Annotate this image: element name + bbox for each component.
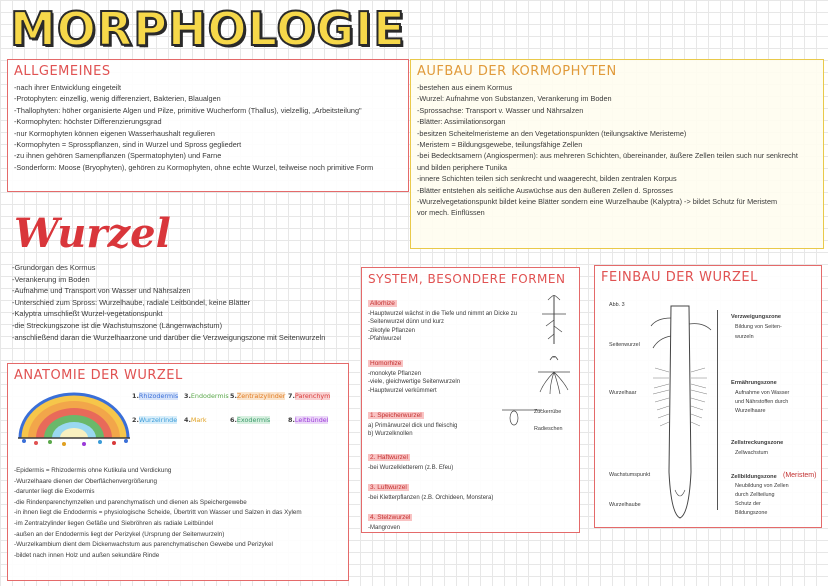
list-item: -Hauptwurzel wächst in die Tiefe und nimmt an Dicke zu <box>368 311 518 317</box>
left-label: Wurzelhaar <box>609 390 637 396</box>
aufbau-title: AUFBAU DER KORMOPHYTEN <box>417 64 617 79</box>
list-item: -Blätter entstehen als seitliche Auswüchse aus den äußeren Zellen d. Sprosses <box>417 185 673 195</box>
meristem-note: (Meristem) <box>783 472 817 479</box>
legend-item: 7.Parenchym <box>288 392 331 400</box>
zone-divider <box>717 310 718 510</box>
zone-text: Aufnahme von Wasser <box>735 390 790 396</box>
list-item: -nur Kormophyten können eigenen Wasserhaushalt regulieren <box>14 128 215 138</box>
list-item: -darunter liegt die Exodermis <box>14 488 95 496</box>
list-item: -Kalyptra umschließt Wurzel-vegetationspunkt <box>12 309 163 319</box>
list-item: -Meristem = Bildungsgewebe, teilungsfähige Zellen <box>417 140 583 150</box>
zone-text: Neubildung von Zellen <box>735 483 789 489</box>
list-item: -Blätter: Assimilationsorgan <box>417 117 506 127</box>
list-item: -innere Schichten teilen sich senkrecht und waagerecht, bilden zentralen Korpus <box>417 174 677 184</box>
system-group-luftwurzel <box>368 476 493 502</box>
legend-item: 4.Mark <box>184 416 207 424</box>
list-item: -die Rindenparenchymzellen und parenchymatisch und dienen als Speichergewebe <box>14 498 247 506</box>
group-label: Homorhize <box>370 360 402 367</box>
list-item: -Kormophyten = Sprosspflanzen, sind in Wurzel und Spross gegliedert <box>14 140 242 150</box>
list-item: -zikotyle Pflanzen <box>368 327 416 334</box>
list-item: -Wurzelvegetationspunkt bildet keine Blätter sondern eine Wurzelhaube (Kalyptra) -> bildet Schutz für Meristem <box>417 197 778 207</box>
feinbau-box <box>594 265 822 528</box>
legend-item: 5.Zentralzylinder <box>230 392 286 400</box>
allgemeines-list <box>14 82 402 173</box>
list-item: -Wurzelhaare dienen der Oberflächenvergrößerung <box>14 477 158 485</box>
legend-item: 3.Endodermis <box>184 392 229 400</box>
legend-item: 2.Wurzelrinde <box>132 416 178 424</box>
group-label: 3. Luftwurzel <box>370 484 407 491</box>
list-item: -Sonderform: Moose (Bryophyten), gehören zu Kormophyten, ohne echte Wurzel, teilweise noch primitive Form <box>14 162 374 172</box>
list-item: -Hauptwurzel verkümmert <box>368 387 437 394</box>
feinbau-title: FEINBAU DER WURZEL <box>601 270 758 285</box>
legend-item: 6.Exodermis <box>230 416 271 424</box>
side-label: Zuckerrübe <box>534 409 562 415</box>
zone-title: Zellstreckungszone <box>731 440 784 446</box>
list-item: und bilden periphere Tunika <box>417 162 508 172</box>
list-item: -Verankerung im Boden <box>12 274 90 284</box>
anatomie-list <box>14 466 302 561</box>
root-longitudinal-diagram <box>645 302 725 524</box>
figure-number: Abb. 3 <box>609 302 625 308</box>
list-item: -monokyte Pflanzen <box>368 371 422 377</box>
list-item: -Wurzelkambium dient dem Dickenwachstum aus parenchymatischen Gewebe und Perizykel <box>14 541 273 549</box>
system-group-haftwurzel <box>368 446 453 472</box>
list-item: -die Streckungszone ist die Wachstumszone (Längenwachstum) <box>12 320 223 330</box>
list-item: -Grundorgan des Kormus <box>12 263 96 272</box>
system-group-allorhize <box>368 292 517 344</box>
group-label: Allorhize <box>370 300 395 307</box>
list-item: -Mangroven <box>368 525 401 531</box>
page-title: MORPHOLOGIE <box>10 2 406 56</box>
aufbau-box <box>410 59 824 249</box>
anatomie-title: ANATOMIE DER WURZEL <box>14 368 183 383</box>
aufbau-list <box>417 82 817 219</box>
left-label: Seitenwurzel <box>609 342 640 348</box>
list-item: -bei Wurzelkletterern (z.B. Efeu) <box>368 465 454 471</box>
zone-title: Zellbildungszone <box>731 474 777 480</box>
side-label: Radieschen <box>534 426 563 432</box>
zone-title: Ermährungszone <box>731 380 777 386</box>
zone-text: Bildungszone <box>735 510 768 516</box>
zone-text: Schutz der <box>735 501 761 507</box>
system-box <box>361 267 580 533</box>
list-item: -Sprossachse: Transport v. Wasser und Nährsalzen <box>417 105 584 115</box>
group-label: 2. Haftwurzel <box>370 454 408 461</box>
list-item: -außen an der Endodermis liegt der Perizykel (Ursprung der Seitenwurzeln) <box>14 530 225 538</box>
list-item: -anschließend daran die Wurzelhaarzone und darüber die Verzweigungszone mit Seitenwurzeln <box>12 332 326 342</box>
wurzel-list <box>12 262 325 343</box>
list-item: -bestehen aus einem Kormus <box>417 83 513 92</box>
legend-item: 1.Rhizodermis <box>132 392 179 400</box>
zone-text: und Nährstoffen durch <box>735 399 789 405</box>
list-item: b) Wurzelknollen <box>368 431 413 438</box>
anatomie-box <box>7 363 349 581</box>
left-label: Wachstumspunkt <box>609 472 651 478</box>
list-item: vor mech. Einflüssen <box>417 208 485 218</box>
system-group-stelzwurzel <box>368 506 412 532</box>
list-item: -zu ihnen gehören Samenpflanzen (Spermatophyten) und Farne <box>14 151 222 161</box>
system-group-speicherwurzel <box>368 404 457 439</box>
list-item: -Wurzel: Aufnahme von Substanzen, Verankerung im Boden <box>417 94 612 104</box>
list-item: -Kormophyten: höchster Differenzierungsgrad <box>14 117 162 127</box>
list-item: -in ihnen liegt die Endodermis = physiologische Scheide, Übertritt von Wasser und Salzen in das Xylem <box>14 509 302 517</box>
list-item: -im Zentralzylinder liegen Gefäße und Siebröhren als radiale Leitbündel <box>14 519 214 527</box>
zone-text: Zellwachstum <box>735 450 768 456</box>
list-item: -Seitenwurzel dünn und kurz <box>368 319 445 326</box>
list-item: -Pfahlwurzel <box>368 336 402 343</box>
wurzel-title: Wurzel <box>14 210 171 257</box>
list-item: -Thallophyten: höher organisierte Algen und Pilze, primitive Wucherform (Thallus), vielzellig, „Arbeitsteilung" <box>14 105 362 115</box>
group-label: 4. Stelzwurzel <box>370 514 411 521</box>
system-group-homorhize <box>368 352 460 395</box>
list-item: a) Primärwurzel dick und fleischig <box>368 423 458 429</box>
legend-item: 8.Leitbündel <box>288 416 329 424</box>
zone-title: Verzweigungszone <box>731 314 782 320</box>
zone-text: Wurzelhaare <box>735 408 766 414</box>
zone-text: Bildung von Seiten- <box>735 324 782 330</box>
zone-text: wurzeln <box>735 334 754 340</box>
system-title: SYSTEM, BESONDERE FORMEN <box>368 272 566 286</box>
list-item: -Protophyten: einzellig, wenig differenziert, Bakterien, Blaualgen <box>14 94 221 104</box>
list-item: -nach ihrer Entwicklung eingeteilt <box>14 83 122 92</box>
left-label: Wurzelhaube <box>609 502 641 508</box>
list-item: -besitzen Scheitelmeristeme an den Vegetationspunkten (teilungsaktive Meristeme) <box>417 128 687 138</box>
list-item: -viele, gleichwertige Seitenwurzeln <box>368 379 461 386</box>
list-item: -Unterschied zum Spross: Wurzelhaube, radiale Leitbündel, keine Blätter <box>12 297 251 307</box>
list-item: -Aufnahme und Transport von Wasser und Nährsalzen <box>12 286 191 296</box>
list-item: -bildet nach innen Holz und außen sekundäre Rinde <box>14 551 160 559</box>
list-item: -Epidermis = Rhizodermis ohne Kutikula und Verdickung <box>14 467 172 474</box>
group-label: 1. Speicherwurzel <box>370 412 422 419</box>
list-item: -bei Bedecktsamern (Angiospermen): aus mehreren Schichten, übereinander, äußere Zellen teilen such nur senkrecht <box>417 151 798 161</box>
zone-text: durch Zellteilung <box>735 492 775 498</box>
list-item: -bei Kletterpflanzen (z.B. Orchideen, Monstera) <box>368 495 494 501</box>
root-cross-section-diagram <box>14 386 134 446</box>
allgemeines-box <box>7 59 409 192</box>
allgemeines-title: ALLGEMEINES <box>14 64 111 79</box>
